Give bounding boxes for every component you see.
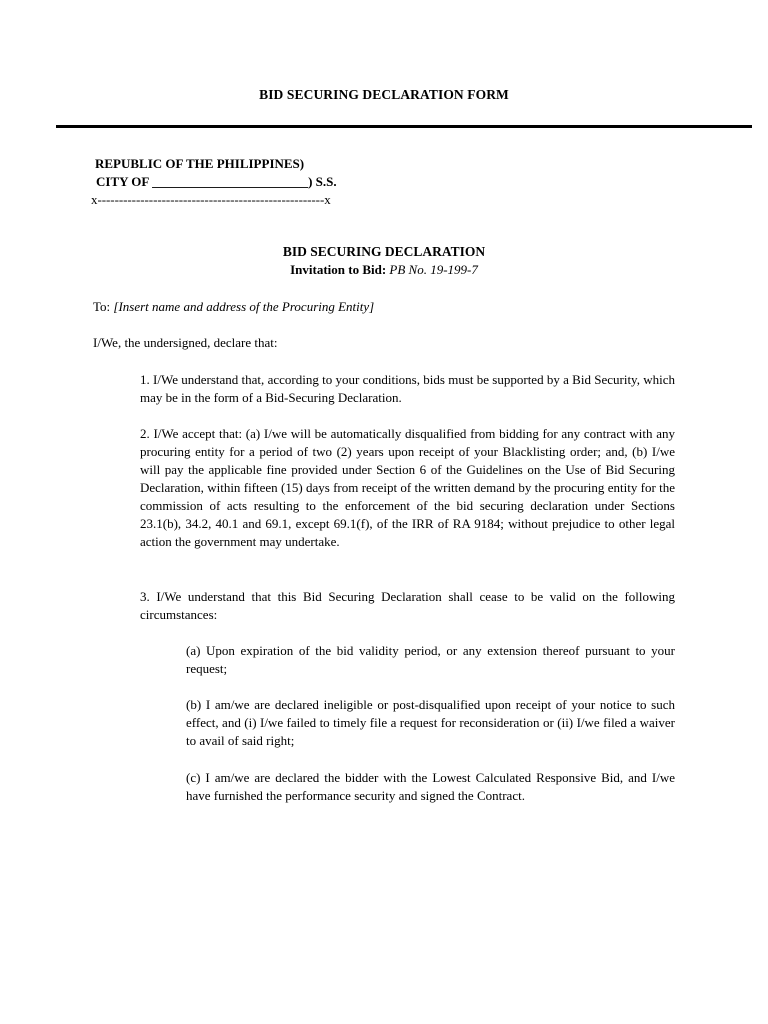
declaration-title: BID SECURING DECLARATION xyxy=(282,244,486,259)
addressee-line xyxy=(93,299,374,315)
invitation-number: PB No. 19-199-7 xyxy=(389,262,478,277)
title-divider xyxy=(56,125,752,128)
venue-header xyxy=(91,155,337,209)
republic-line: REPUBLIC OF THE PHILIPPINES) xyxy=(95,156,305,171)
paragraph-2: 2. I/We accept that: (a) I/we will be automatically disqualified from bidding for any contract with any procuring entity for a period of two (2) years upon receipt of your Blacklisting order; and, (b) I/we will pay the applicable fine provided under Section 6 of the Guidelines on the Use of Bid Securing Declaration, within fifteen (15) days from receipt of the written demand by the procuring entity for the commission of acts resulting to the enforcement of the bid securing declaration under Sections 23.1(b), 34.2, 40.1 and 69.1, except 69.1(f), of the IRR of RA 9184; without prejudice to other legal action the government may undertake. xyxy=(140,426,675,549)
circumstance-b: (b) I am/we are declared ineligible or post-disqualified upon receipt of your notice to such effect, and (i) I/we failed to timely file a request for reconsideration or (ii) I/we filed a waiver to avail of said right; xyxy=(186,697,675,748)
invitation-label: Invitation to Bid: xyxy=(290,262,387,277)
to-label: To: xyxy=(93,299,111,314)
circumstance-a: (a) Upon expiration of the bid validity period, or any extension thereof pursuant to your request; xyxy=(186,643,675,676)
paragraph-1: 1. I/We understand that, according to your conditions, bids must be supported by a Bid Security, which may be in the form of a Bid-Securing Declaration. xyxy=(140,372,675,405)
intro-statement: I/We, the undersigned, declare that: xyxy=(93,335,278,350)
city-line: CITY OF ________________________) S.S. xyxy=(96,174,337,189)
separator-line: x-----------------------------------------------------x xyxy=(91,192,331,207)
invitation-to-bid xyxy=(0,262,768,278)
circumstance-c: (c) I am/we are declared the bidder with the Lowest Calculated Responsive Bid, and I/we have furnished the performance security and signed the Contract. xyxy=(186,770,675,803)
paragraph-3: 3. I/We understand that this Bid Securing Declaration shall cease to be valid on the following circumstances: xyxy=(140,589,675,622)
addressee-placeholder: [Insert name and address of the Procuring Entity] xyxy=(113,299,375,314)
form-title: BID SECURING DECLARATION FORM xyxy=(259,87,509,102)
